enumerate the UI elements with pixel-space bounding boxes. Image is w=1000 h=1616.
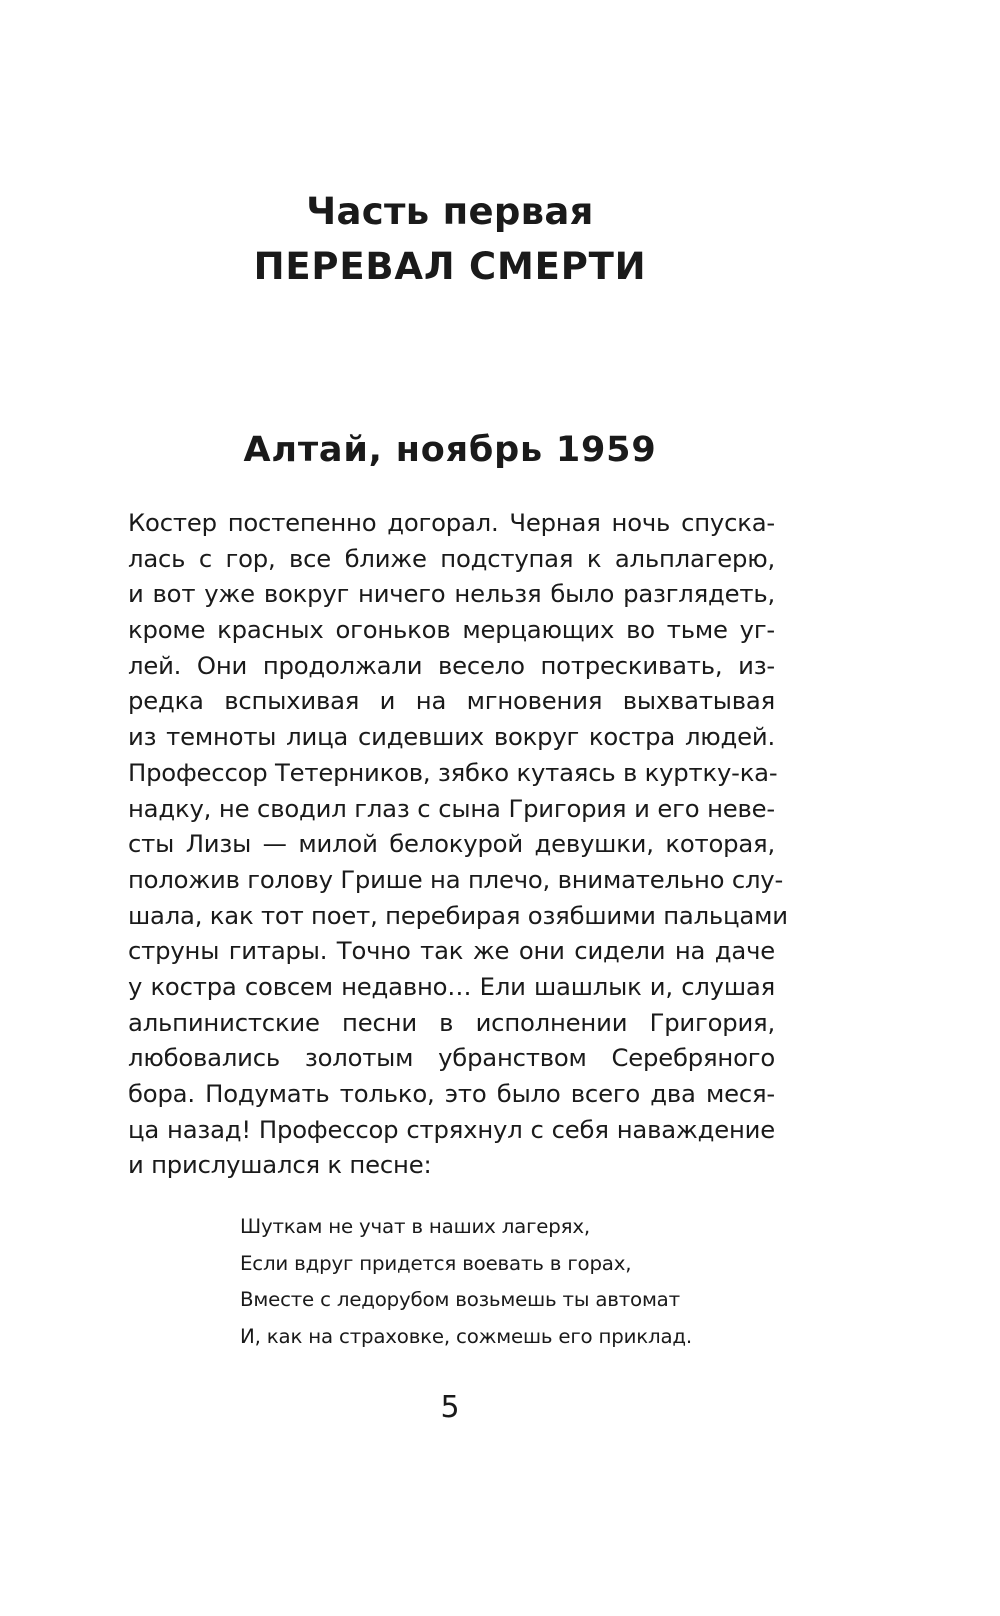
body-line: Профессор Тетерников, зябко кутаясь в куртку-ка- [128,757,778,787]
body-line: из темноты лица сидевших вокруг костра людей. [128,722,775,752]
body-line: и вот уже вокруг ничего нельзя было разглядеть, [128,579,775,609]
body-line: шала, как тот поет, перебирая озябшими пальцами [128,900,788,930]
verse-line: Шуткам не учат в наших лагерях, [240,1215,590,1238]
body-line: надку, не сводил глаз с сына Григория и его неве- [128,793,775,823]
body-paragraph [128,505,788,1183]
body-line: Костер постепенно догорал. Черная ночь спуска- [128,508,775,537]
verse-line: Вместе с ледорубом возьмешь ты автомат [240,1288,680,1312]
body-line: редка вспыхивая и на мгновения выхватывая [128,686,775,716]
body-line: у костра совсем недавно… Ели шашлык и, слушая [128,971,775,1001]
song-verse [240,1209,840,1355]
chapter-title: Алтай, ноябрь 1959 [243,430,657,470]
part-label: Часть первая [306,190,594,233]
body-line: ца назад! Профессор стряхнул с себя наваждение [128,1114,775,1144]
verse-line: Если вдруг придется воевать в горах, [240,1251,632,1275]
part-title: ПЕРЕВАЛ СМЕРТИ [253,245,647,288]
body-line: положив голову Грише на плечо, внимательно слу- [128,864,784,894]
body-line: альпинистские песни в исполнении Григория, [128,1007,775,1037]
body-line: и прислушался к песне: [128,1150,432,1180]
verse-line: И, как на страховке, сожмешь его приклад. [240,1324,692,1348]
body-line: бора. Подумать только, это было всего два меся- [128,1079,775,1108]
body-line: лась с гор, все ближе подступая к альплагерю, [128,543,775,573]
page-number: 5 [440,1390,460,1425]
body-line: кроме красных огоньков мерцающих во тьме уг- [128,615,775,645]
body-line: струны гитары. Точно так же они сидели на даче [128,936,775,966]
body-line: лей. Они продолжали весело потрескивать, из- [128,650,775,680]
body-line: сты Лизы — милой белокурой девушки, которая, [128,829,775,859]
body-line: любовались золотым убранством Серебряного [128,1043,775,1073]
